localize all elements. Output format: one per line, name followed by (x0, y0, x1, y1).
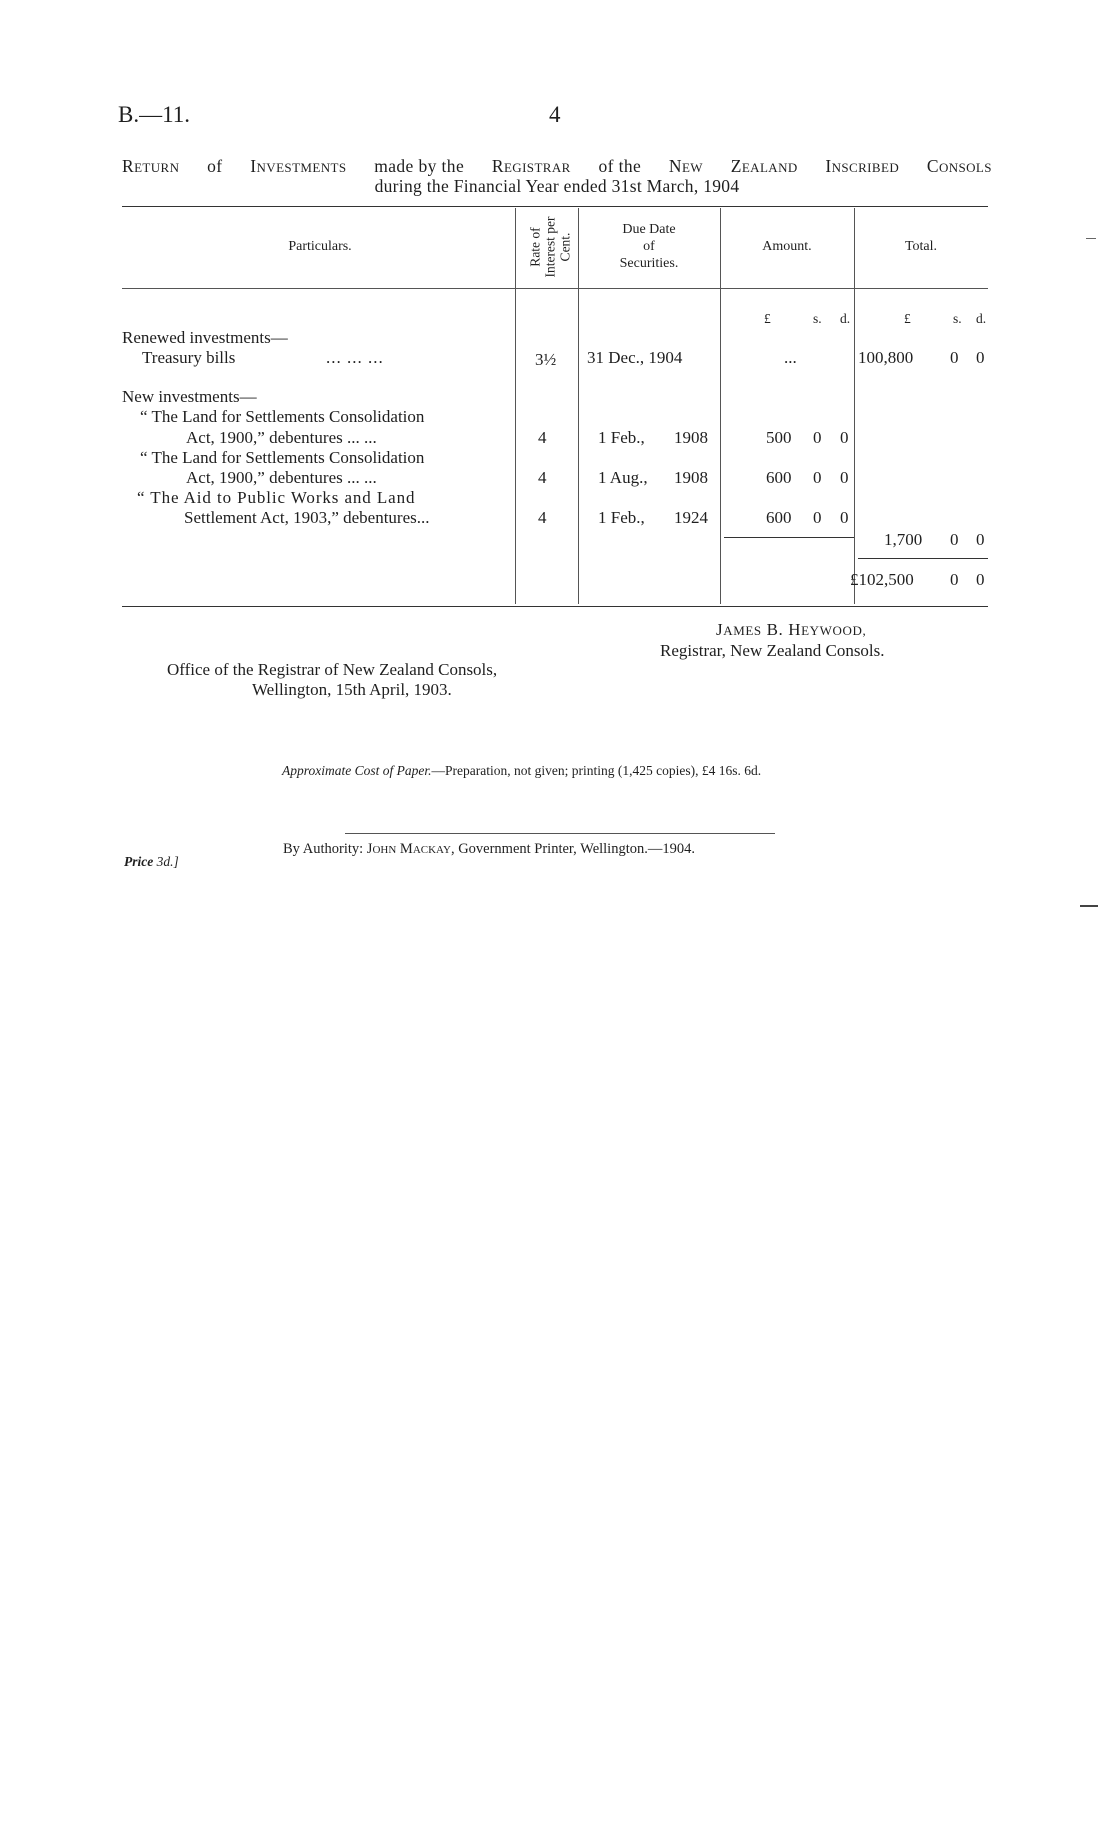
price-note: Price 3d.] (124, 854, 179, 869)
section-heading-renewed: Renewed investments— (122, 328, 288, 347)
cost-of-paper-note: Approximate Cost of Paper.—Preparation, not given; printing (1,425 copies), £4 16s. 6d. (282, 763, 762, 778)
rate-cell: 4 (538, 428, 547, 447)
header-amount: Amount. (762, 239, 812, 254)
total-pounds-cell: 100,800 (858, 348, 914, 367)
rate-cell: 4 (538, 468, 547, 487)
column-rule (515, 208, 516, 604)
document-subtitle: during the Financial Year ended 31st March, 1904 (374, 176, 740, 196)
signatory-role: Registrar, New Zealand Consols. (660, 641, 885, 660)
rate-cell: 4 (538, 508, 547, 527)
grand-total-rule (858, 558, 988, 559)
due-day-cell: 1 Feb., (598, 428, 645, 447)
scan-mark (1086, 238, 1096, 239)
subtotal-pounds-cell: 1,700 (884, 530, 923, 549)
amount-pence-cell: 0 (840, 468, 849, 487)
title-word: made by the (374, 156, 465, 176)
header-bottom-rule (122, 288, 988, 289)
table-top-rule (122, 206, 988, 207)
title-word: INSCRIBED (825, 156, 900, 176)
grand-total-pounds: £102,500 (850, 570, 914, 589)
title-word: RETURN (122, 156, 180, 176)
column-rule (854, 208, 855, 604)
header-due-date: Due Date of Securities. (619, 222, 679, 271)
total-pence-cell: 0 (976, 348, 985, 367)
office-line2: Wellington, 15th April, 1903. (252, 680, 452, 699)
table-bottom-rule (122, 606, 988, 607)
title-word: of the (598, 156, 642, 176)
title-word: REGISTRAR (491, 156, 571, 176)
amount-pence-cell: 0 (840, 428, 849, 447)
header-particulars: Particulars. (288, 239, 352, 254)
amount-pounds-cell: 600 (766, 508, 792, 527)
subtotal-rule (724, 537, 854, 538)
row-particulars-line1: “ The Aid to Public Works and Land (137, 488, 416, 507)
total-unit-pound: £ (904, 311, 911, 326)
row-particulars-line2: Settlement Act, 1903,” debentures... (184, 508, 430, 527)
section-heading-new: New investments— (122, 387, 257, 406)
amount-pounds-cell: 600 (766, 468, 792, 487)
printer-imprint: By Authority: JOHN MACKAY, Government Printer, Wellington.—1904. (283, 841, 695, 857)
due-year-cell: 1908 (674, 468, 708, 487)
amount-unit-pence: d. (840, 311, 851, 326)
amount-shillings-cell: 0 (813, 468, 822, 487)
due-year-cell: 1924 (674, 508, 708, 527)
amount-pounds-cell: 500 (766, 428, 792, 447)
due-day-cell: 1 Feb., (598, 508, 645, 527)
title-word: CONSOLS (926, 156, 992, 176)
leader-dots: ... ... ... (326, 348, 384, 367)
printer-rule (345, 833, 775, 834)
signatory-name: JAMES B. HEYWOOD, (716, 620, 867, 639)
row-particulars-line2: Act, 1900,” debentures ... ... (186, 468, 377, 487)
document-reference: B.—11. (118, 102, 190, 127)
subtotal-pence-cell: 0 (976, 530, 985, 549)
due-year-cell: 1908 (674, 428, 708, 447)
grand-total-pence: 0 (976, 570, 985, 589)
row-particulars-line1: “ The Land for Settlements Consolidation (140, 407, 425, 426)
total-shillings-cell: 0 (950, 348, 959, 367)
scan-mark (1080, 905, 1098, 907)
row-particulars-line2: Act, 1900,” debentures ... ... (186, 428, 377, 447)
title-word: INVESTMENTS (250, 156, 347, 176)
grand-total-shillings: 0 (950, 570, 959, 589)
due-day-cell: 1 Aug., (598, 468, 648, 487)
document-title (122, 156, 992, 177)
amount-shillings-cell: 0 (813, 428, 822, 447)
amount-unit-shillings: s. (813, 311, 822, 326)
row-particulars-line1: “ The Land for Settlements Consolidation (140, 448, 425, 467)
header-rate: Rate of Interest per Cent. (527, 216, 573, 278)
header-total: Total. (904, 239, 938, 254)
page-number: 4 (549, 102, 561, 127)
subtotal-shillings-cell: 0 (950, 530, 959, 549)
total-unit-shillings: s. (953, 311, 962, 326)
due-date-cell: 31 Dec., 1904 (587, 348, 683, 367)
amount-unit-pound: £ (764, 311, 771, 326)
title-word: of (207, 156, 223, 176)
title-word: ZEALAND (730, 156, 798, 176)
total-unit-pence: d. (976, 311, 987, 326)
office-line1: Office of the Registrar of New Zealand Consols, (167, 660, 498, 679)
column-rule (720, 208, 721, 604)
amount-shillings-cell: 0 (813, 508, 822, 527)
amount-cell: ... (784, 348, 797, 367)
rate-cell: 3½ (535, 350, 557, 369)
title-word: NEW (668, 156, 703, 176)
row-treasury-bills: Treasury bills (142, 348, 236, 367)
amount-pence-cell: 0 (840, 508, 849, 527)
